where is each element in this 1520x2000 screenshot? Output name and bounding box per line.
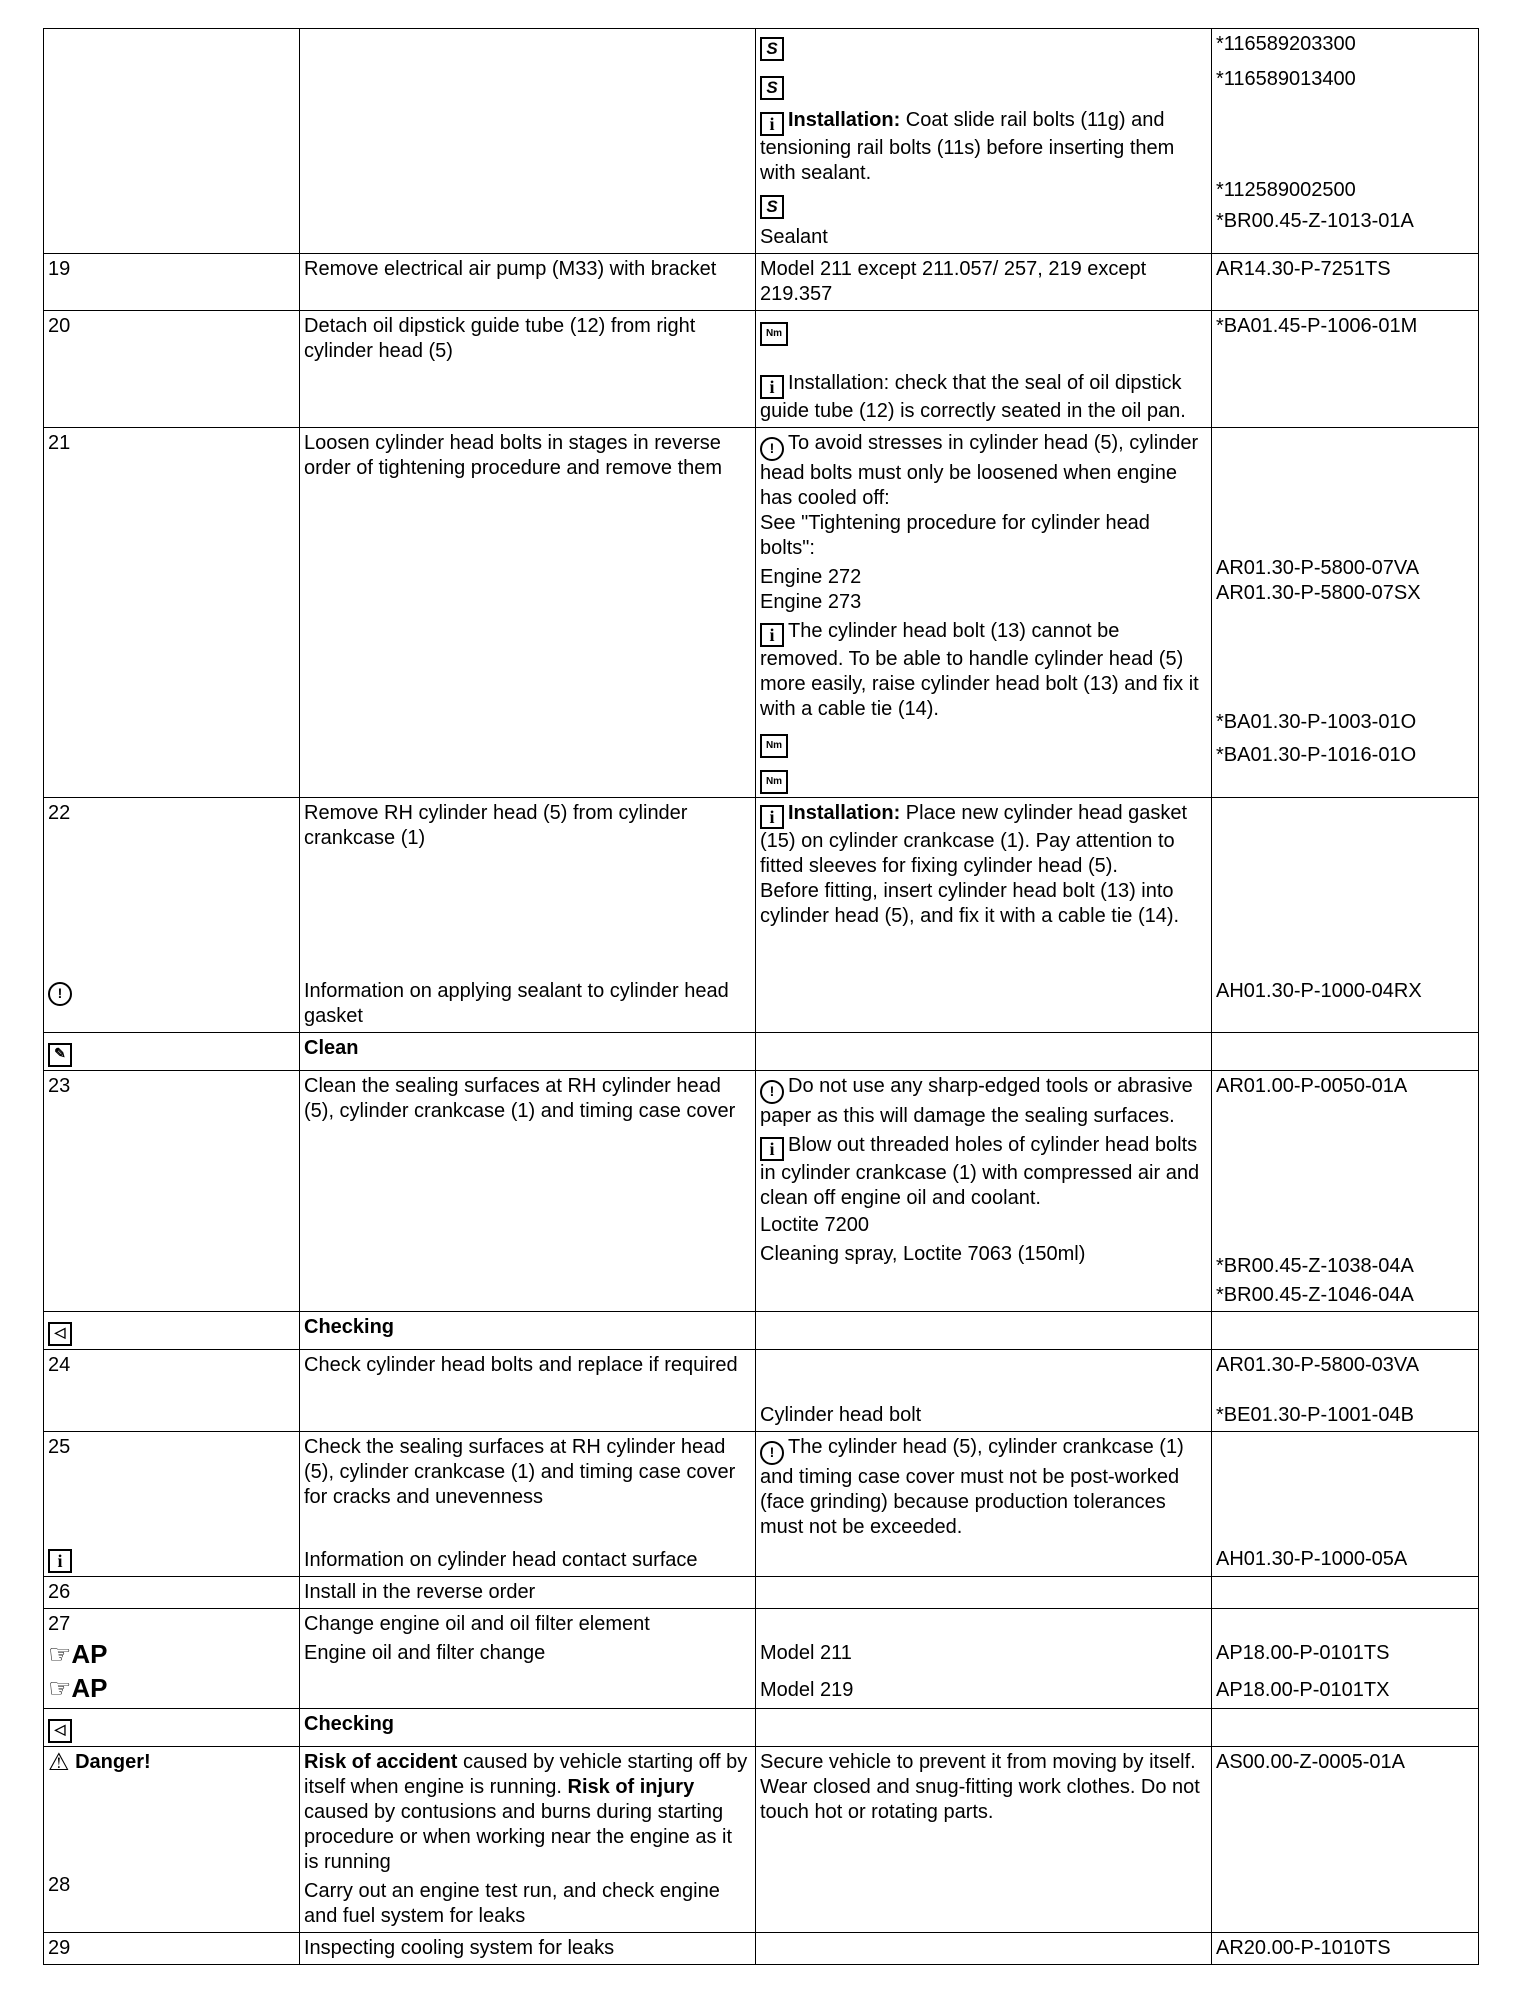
caution-icon: !	[760, 1441, 784, 1465]
special-tool-icon: S	[760, 37, 784, 61]
pointer-hand-icon: ☞	[48, 1639, 72, 1669]
step-description: Check the sealing surfaces at RH cylinder head (5), cylinder crankcase (1) and timing case cover for cracks and unevenness	[304, 1436, 736, 1508]
table-row	[44, 798, 1479, 1033]
step-description: Loosen cylinder head bolts in stages in reverse order of tightening procedure and remove them	[300, 428, 756, 798]
info-icon: i	[760, 1137, 784, 1161]
reference-link[interactable]: *BR00.45-Z-1046-04A	[1216, 1284, 1414, 1306]
risk-text: caused by contusions and burns during starting procedure or when working near the engine as it is running	[304, 1801, 733, 1873]
caution-text: To avoid stresses in cylinder head (5), cylinder head bolts must only be loosened when engine has cooled off:	[760, 432, 1199, 509]
safety-note: Secure vehicle to prevent it from moving by itself.	[760, 1751, 1196, 1773]
step-number: 27	[48, 1613, 71, 1635]
checking-icon: ◁	[48, 1322, 72, 1346]
reference-link[interactable]: AR01.30-P-5800-07SX	[1216, 582, 1421, 604]
table-row	[44, 1432, 1479, 1577]
info-link[interactable]: Information on applying sealant to cylinder head gasket	[304, 980, 729, 1027]
info-icon: i	[48, 1549, 72, 1573]
reference-link[interactable]: AH01.30-P-1000-05A	[1216, 1548, 1408, 1570]
table-row	[44, 1609, 1479, 1709]
step-note: Model 211 except 211.057/ 257, 219 except 219.357	[756, 254, 1212, 311]
step-description: Detach oil dipstick guide tube (12) from right cylinder head (5)	[300, 311, 756, 428]
ap-link[interactable]	[48, 1637, 294, 1671]
danger-label: Danger!	[75, 1751, 151, 1773]
reference-link[interactable]: *BA01.30-P-1003-01O	[1216, 711, 1417, 733]
part-label: Cylinder head bolt	[760, 1404, 922, 1426]
note-text: Coat slide rail bolts (11g) and tensioning rail bolts (11s) before inserting them with sealant.	[760, 109, 1175, 184]
step-number: 28	[48, 1874, 71, 1896]
step-description: Engine oil and filter change	[304, 1642, 546, 1664]
step-description: Check cylinder head bolts and replace if required	[300, 1350, 756, 1432]
step-description: Clean the sealing surfaces at RH cylinder head (5), cylinder crankcase (1) and timing case cover	[300, 1071, 756, 1312]
part-number: *116589013400	[1216, 68, 1356, 90]
step-note: Installation: check that the seal of oil dipstick guide tube (12) is correctly seated in the oil pan.	[760, 372, 1186, 422]
part-number: *112589002500	[1216, 179, 1356, 201]
table-row	[44, 1577, 1479, 1609]
step-number: 29	[44, 1933, 300, 1965]
reference-link[interactable]: AP18.00-P-0101TS	[1216, 1642, 1390, 1664]
step-description: Carry out an engine test run, and check engine and fuel system for leaks	[304, 1880, 720, 1927]
section-header-row	[44, 1312, 1479, 1350]
ap-link[interactable]	[48, 1671, 294, 1705]
table-row	[44, 29, 1479, 254]
step-description: Inspecting cooling system for leaks	[300, 1933, 756, 1965]
reference-link[interactable]: *BR00.45-Z-1038-04A	[1216, 1255, 1414, 1277]
step-description: Remove RH cylinder head (5) from cylinder crankcase (1)	[304, 802, 688, 849]
table-row	[44, 1071, 1479, 1312]
reference-link[interactable]: AR01.30-P-5800-07VA	[1216, 557, 1420, 579]
step-number: 26	[44, 1577, 300, 1609]
section-title: Checking	[300, 1709, 756, 1747]
table-row	[44, 311, 1479, 428]
torque-icon: Nm	[760, 734, 788, 758]
table-row	[44, 1747, 1479, 1933]
see-text: See "Tightening procedure for cylinder head bolts":	[760, 512, 1150, 559]
info-link[interactable]: Information on cylinder head contact surface	[304, 1549, 698, 1571]
work-procedure-table	[43, 28, 1478, 1965]
engine-label: Engine 273	[760, 591, 862, 613]
clean-icon: ✎	[48, 1043, 72, 1067]
table-row	[44, 254, 1479, 311]
installation-label: Installation:	[788, 802, 901, 824]
part-number: *116589203300	[1216, 33, 1356, 55]
info-icon: i	[760, 375, 784, 399]
step-number: 22	[48, 802, 71, 824]
warning-triangle-icon: ⚠	[48, 1749, 70, 1776]
reference-link[interactable]: AR14.30-P-7251TS	[1212, 254, 1479, 311]
reference-link[interactable]: AR01.30-P-5800-03VA	[1216, 1354, 1420, 1376]
reference-link[interactable]: *BA01.45-P-1006-01M	[1212, 311, 1479, 428]
info-icon: i	[760, 623, 784, 647]
section-title: Checking	[300, 1312, 756, 1350]
step-number: 24	[44, 1350, 300, 1432]
engine-label: Engine 272	[760, 566, 862, 588]
step-number: 25	[48, 1436, 71, 1458]
installation-label: Installation:	[788, 109, 901, 131]
part-number: *BR00.45-Z-1013-01A	[1216, 210, 1414, 232]
reference-link[interactable]: AP18.00-P-0101TX	[1216, 1679, 1390, 1701]
pointer-hand-icon: ☞	[48, 1673, 72, 1703]
caution-text: Do not use any sharp-edged tools or abrasive paper as this will damage the sealing surfaces.	[760, 1075, 1193, 1127]
step-number: 21	[44, 428, 300, 798]
risk-text: caused by vehicle starting off by itself when engine is running.	[304, 1751, 748, 1798]
step-number: 23	[44, 1071, 300, 1312]
info-icon: i	[760, 112, 784, 136]
note-text: Place new cylinder head gasket (15) on cylinder crankcase (1). Pay attention to fitted sleeves for fixing cylinder head (5).	[760, 802, 1188, 877]
risk-label: Risk of injury	[567, 1776, 695, 1798]
table-row	[44, 1350, 1479, 1432]
safety-note: Wear closed and snug-fitting work clothes. Do not touch hot or rotating parts.	[760, 1776, 1200, 1823]
step-description: Change engine oil and oil filter element	[304, 1613, 650, 1635]
caution-text: The cylinder head (5), cylinder crankcase (1) and timing case cover must not be post-worked (face grinding) because production tolerances must not be exceeded.	[760, 1436, 1184, 1538]
info-icon: i	[760, 805, 784, 829]
step-number: 19	[44, 254, 300, 311]
reference-link[interactable]: AR20.00-P-1010TS	[1212, 1933, 1479, 1965]
table-row	[44, 1933, 1479, 1965]
step-number: 20	[44, 311, 300, 428]
reference-link[interactable]: AS00.00-Z-0005-01A	[1212, 1747, 1479, 1933]
step-description: Install in the reverse order	[300, 1577, 756, 1609]
ap-label: AP	[71, 1673, 108, 1703]
model-label: Model 219	[760, 1679, 854, 1701]
material-label: Cleaning spray, Loctite 7063 (150ml)	[760, 1243, 1086, 1265]
ap-label: AP	[71, 1639, 108, 1669]
special-tool-icon: S	[760, 76, 784, 100]
reference-link[interactable]: AH01.30-P-1000-04RX	[1216, 980, 1422, 1002]
reference-link[interactable]: AR01.00-P-0050-01A	[1216, 1075, 1408, 1097]
section-header-row	[44, 1033, 1479, 1071]
info-text: The cylinder head bolt (13) cannot be removed. To be able to handle cylinder head (5) more easily, raise cylinder head bolt (13) and fix it with a cable tie (14).	[760, 620, 1199, 720]
section-title: Clean	[300, 1033, 756, 1071]
step-description: Remove electrical air pump (M33) with bracket	[300, 254, 756, 311]
material-label: Loctite 7200	[760, 1214, 869, 1236]
info-text: Blow out threaded holes of cylinder head bolts in cylinder crankcase (1) with compressed air and clean off engine oil and coolant.	[760, 1134, 1200, 1209]
torque-icon: Nm	[760, 770, 788, 794]
caution-icon: !	[760, 1080, 784, 1104]
torque-icon: Nm	[760, 322, 788, 346]
risk-label: Risk of accident	[304, 1751, 458, 1773]
caution-icon: !	[760, 437, 784, 461]
material-label: Sealant	[760, 226, 828, 248]
table-row	[44, 428, 1479, 798]
reference-link[interactable]: *BE01.30-P-1001-04B	[1216, 1404, 1414, 1426]
checking-icon: ◁	[48, 1719, 72, 1743]
special-tool-icon: S	[760, 195, 784, 219]
note-text: Before fitting, insert cylinder head bolt (13) into cylinder head (5), and fix it with a cable tie (14).	[760, 880, 1180, 927]
caution-icon: !	[48, 982, 72, 1006]
model-label: Model 211	[760, 1642, 852, 1664]
reference-link[interactable]: *BA01.30-P-1016-01O	[1216, 744, 1417, 766]
section-header-row	[44, 1709, 1479, 1747]
